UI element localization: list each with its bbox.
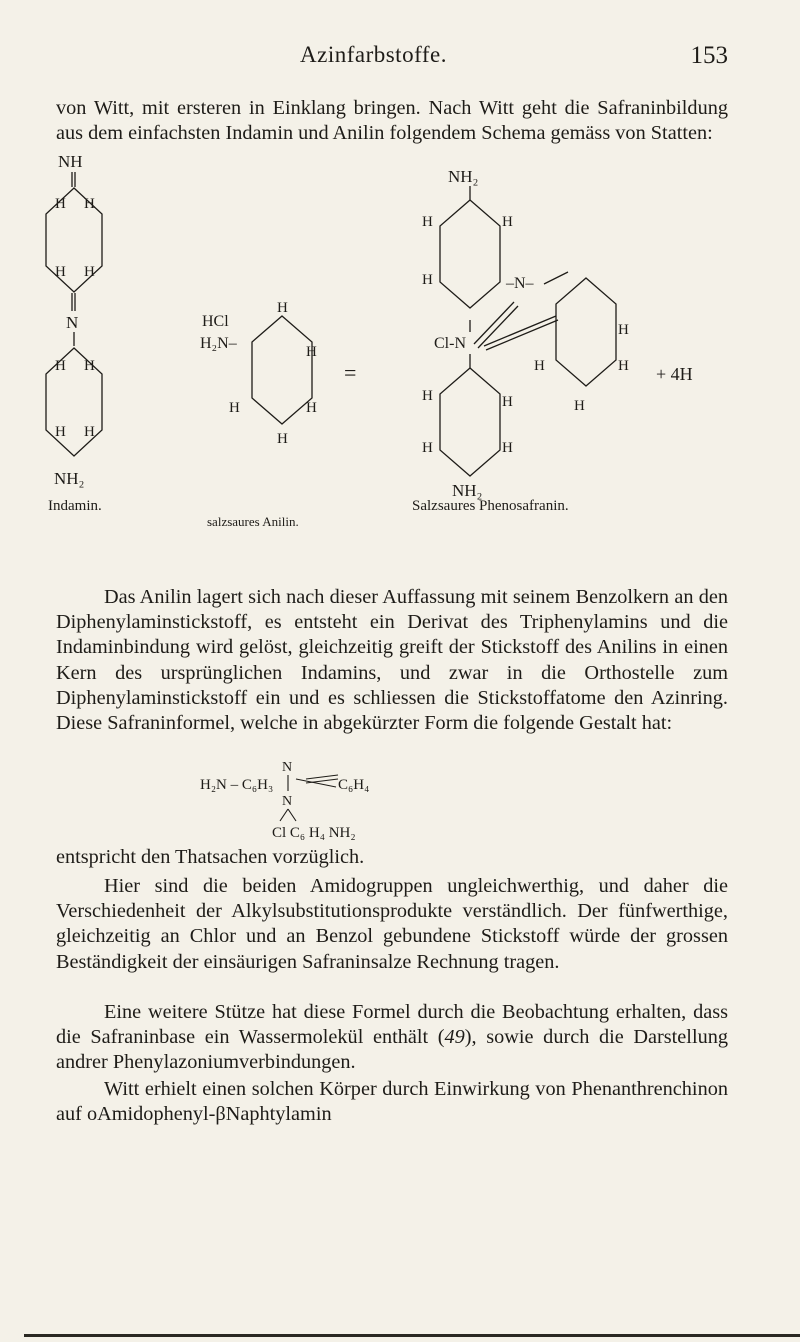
safranin-nh2-bottom-label: NH₂ bbox=[452, 481, 483, 500]
svg-text:H: H bbox=[55, 424, 66, 440]
svg-text:H: H bbox=[84, 358, 95, 374]
plus-4h: + 4H bbox=[656, 364, 693, 384]
paragraph-stuetze: Eine weitere Stütze hat diese Formel durch die Beobachtung erhalten, dass die Safraninbase ein Wassermolekül enthält (49), sowie durch die Darstellung andrer Phenylazoniumverbindungen. bbox=[56, 1001, 728, 1074]
equals-sign: = bbox=[344, 360, 357, 385]
svg-text:H: H bbox=[84, 424, 95, 440]
anilin-structure bbox=[200, 300, 317, 529]
anilin-ring bbox=[252, 316, 312, 424]
safranin-ring-phenyl bbox=[556, 278, 616, 386]
safranin-cl-n-label: Cl-N bbox=[434, 335, 466, 352]
safranin-caption: Salzsaures Phenosafranin. bbox=[412, 498, 569, 514]
svg-text:H: H bbox=[422, 272, 433, 288]
svg-text:H₂N – C₆H₃: H₂N – C₆H₃ bbox=[200, 777, 274, 793]
running-title: Azinfarbstoffe. bbox=[300, 42, 447, 67]
paragraph-amidogruppen: Hier sind die beiden Amidogruppen ungleichwerthig, und daher die Verschiedenheit der Alkylsubstitutionsprodukte verständlich. Der fünfwerthige, gleichzeitig an Chlor und an Benzol gebundene Stickstoff würde der grossen Beständigkeit der einsäurigen Safraninsalze Rechnung tragen. bbox=[56, 875, 728, 973]
bottom-rule bbox=[24, 1334, 800, 1337]
svg-text:H: H bbox=[306, 400, 317, 416]
svg-text:N: N bbox=[282, 760, 293, 775]
svg-text:H: H bbox=[618, 322, 629, 338]
paragraph-intro: von Witt, mit ersteren in Einklang bringen. Nach Witt geht die Safraninbildung aus dem einfachsten Indamin und Anilin folgendem Schema gemäss von Statten: bbox=[56, 97, 728, 145]
safranin-ring-bottom bbox=[440, 368, 500, 476]
indamin-nh2-label: NH₂ bbox=[54, 469, 85, 488]
anilin-hcl-label: HCl bbox=[202, 313, 229, 330]
safranin-n-bridge-label: –N– bbox=[506, 275, 534, 292]
phenosafranin-structure bbox=[412, 167, 629, 514]
paragraph-anilin: Das Anilin lagert sich nach dieser Auffassung mit seinem Benzolkern an den Diphenylaminstickstoff, es entsteht ein Derivat des Triphenylamins und die Indaminbindung wird gelöst, gleichzeitig greift der Stickstoff des Anilins in einen Kern des ursprünglichen Indamins, und zwar in die Orthostelle zum Diphenylaminstickstoff ein und es schliessen die Stickstoffatome den Azinring. Diese Safraninformel, welche in abgekürzter Form die folgende Gestalt hat: bbox=[56, 586, 728, 735]
svg-text:H: H bbox=[422, 440, 433, 456]
svg-text:H: H bbox=[574, 398, 585, 414]
svg-text:H: H bbox=[277, 431, 288, 447]
svg-text:Cl C₆ H₄ NH₂: Cl C₆ H₄ NH₂ bbox=[272, 825, 356, 841]
safranin-ring-top bbox=[440, 200, 500, 308]
indamin-caption: Indamin. bbox=[48, 498, 102, 514]
page-header bbox=[0, 42, 800, 78]
svg-text:H: H bbox=[55, 358, 66, 374]
svg-text:H: H bbox=[55, 264, 66, 280]
svg-text:H: H bbox=[229, 400, 240, 416]
indamin-nh-label: NH bbox=[58, 152, 83, 171]
indamin-structure bbox=[46, 152, 102, 514]
svg-text:C₆H₄: C₆H₄ bbox=[338, 777, 370, 793]
svg-text:H: H bbox=[618, 358, 629, 374]
safranin-nh2-top-label: NH₂ bbox=[448, 167, 479, 186]
abbreviated-safranin-formula bbox=[200, 757, 530, 849]
svg-text:H: H bbox=[55, 196, 66, 212]
svg-text:H: H bbox=[306, 344, 317, 360]
anilin-caption: salzsaures Anilin. bbox=[207, 514, 299, 529]
svg-text:H: H bbox=[422, 388, 433, 404]
safranin-formation-scheme bbox=[48, 148, 756, 558]
indamin-n-label: N bbox=[66, 313, 79, 332]
paragraph-witt: Witt erhielt einen solchen Körper durch Einwirkung von Phenanthrenchinon auf oAmidophenyl-βNaphtylamin bbox=[56, 1078, 728, 1126]
paragraph-thatsachen: entspricht den Thatsachen vorzüglich. bbox=[56, 846, 365, 868]
svg-text:H: H bbox=[534, 358, 545, 374]
svg-text:H: H bbox=[277, 300, 288, 316]
svg-text:N: N bbox=[282, 794, 293, 809]
page-number: 153 bbox=[690, 42, 728, 69]
svg-text:H: H bbox=[502, 394, 513, 410]
svg-text:H: H bbox=[422, 214, 433, 230]
svg-text:H: H bbox=[502, 214, 513, 230]
svg-text:H: H bbox=[502, 440, 513, 456]
anilin-h2n-label: H₂N– bbox=[200, 335, 237, 352]
reference-number: 49 bbox=[444, 1026, 465, 1049]
svg-text:H: H bbox=[84, 264, 95, 280]
svg-text:H: H bbox=[84, 196, 95, 212]
